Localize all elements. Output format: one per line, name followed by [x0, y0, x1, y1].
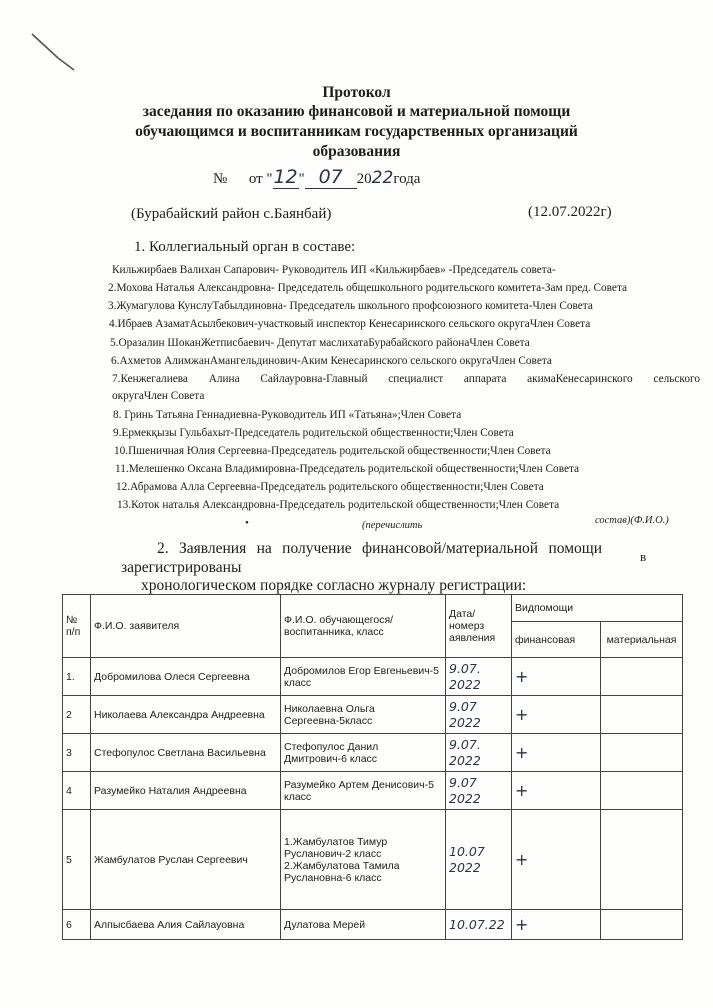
row-number: 4: [63, 772, 91, 810]
row-material-mark: [601, 658, 683, 696]
protocol-date-line: [213, 166, 420, 189]
row-applicant: Николаева Александра Андреевна: [91, 696, 281, 734]
row-applicant: Разумейко Наталия Андреевна: [91, 772, 281, 810]
council-member: 11.Мелешенко Оксана Владимировна-Председатель родительской общественности;Член Совета: [115, 463, 580, 475]
section2-word: 2.: [157, 540, 169, 557]
row-student: Разумейко Артем Денисович-5 класс: [281, 772, 446, 810]
date-suffix: года: [393, 171, 421, 187]
row-date-handwritten: 9.07. 2022: [446, 658, 512, 696]
section2-word: помощи: [548, 540, 602, 557]
row-material-mark: [601, 910, 683, 940]
row-financial-mark: +: [512, 772, 601, 810]
table-row: [63, 810, 683, 910]
protocol-subtitle-line2: обучающимся и воспитанникам государственных организаций: [135, 123, 578, 140]
meeting-date: (12.07.2022г): [528, 204, 612, 220]
list-instruction-right: состав)(Ф.И.О.): [595, 515, 669, 526]
council-member-continuation: округаЧлен Совета: [112, 390, 205, 402]
header-number: № п/п: [63, 595, 91, 658]
header-student: Ф.И.О. обучающегося/воспитанника, класс: [281, 595, 446, 658]
row-applicant: Алпысбаева Алия Сайлауовна: [91, 910, 281, 940]
table-header-row: [63, 595, 683, 622]
row-date-handwritten: 9.07. 2022: [446, 734, 512, 772]
row-student: 1.Жамбулатов Тимур Русланович-2 класс 2.Жамбулатова Тамила Руслановна-6 класс: [281, 810, 446, 910]
protocol-title: Протокол: [322, 84, 391, 101]
date-prefix: от ": [248, 171, 273, 187]
date-month-handwritten: 07: [305, 166, 357, 189]
table-row: [63, 658, 683, 696]
row-number: 5: [63, 810, 91, 910]
section2-word: получение: [282, 540, 352, 557]
section2-tail: в: [640, 549, 647, 564]
row-date-handwritten: 10.07.22: [446, 910, 512, 940]
section2-line3: хронологическом порядке согласно журналу регистрации:: [141, 577, 527, 594]
table-row: [63, 910, 683, 940]
row-applicant: Стефопулос Светлана Васильевна: [91, 734, 281, 772]
list-instruction-left: (перечислить: [362, 520, 423, 531]
row-financial-mark: +: [512, 658, 601, 696]
section2-line2: зарегистрированы: [121, 559, 242, 576]
date-year-printed: 20: [356, 171, 372, 187]
council-member: 13.Коток наталья Александровна-Председатель родительской общественности;Член Совета: [117, 499, 560, 511]
council-member: 4.Ибраев АзаматАсылбекович-участковый инспектор Кенесаринского сельского округаЧлен Совета: [109, 318, 591, 330]
council-member: 10.Пшеничная Юлия Сергеевна-Председатель родительской общественности;Член Совета: [114, 445, 551, 457]
council-member: 8. Гринь Татьяна Геннадиевна-Руководитель ИП «Татьяна»;Член Совета: [113, 409, 462, 421]
section2-word: финансовой/материальной: [362, 540, 539, 557]
section2-word: Заявления: [179, 540, 247, 557]
row-material-mark: [601, 810, 683, 910]
section1-heading: 1. Коллегиальный орган в составе:: [134, 239, 356, 255]
council-member: 7.Кенжегалиева Алина Сайлауровна-Главный специалист аппарата акимаКенесаринского сельского: [112, 373, 700, 385]
date-day-handwritten: 12: [273, 166, 298, 188]
header-material: материальная: [601, 622, 683, 658]
section2-heading: [157, 540, 602, 558]
row-student: Стефопулос Данил Дмитрович-6 класс: [281, 734, 446, 772]
table-row: [63, 696, 683, 734]
row-applicant: Добромилова Олеся Сергеевна: [91, 658, 281, 696]
row-student: Дулатова Мерей: [281, 910, 446, 940]
applications-table: [62, 594, 683, 940]
header-applicant: Ф.И.О. заявителя: [91, 595, 281, 658]
protocol-subtitle-line3: образования: [312, 143, 401, 160]
table-row: [63, 734, 683, 772]
row-material-mark: [601, 696, 683, 734]
council-member: 3.Жумагулова КунслуТабылдиновна- Председатель школьного профсоюзного комитета-Член Совета: [108, 300, 593, 312]
section2-word: на: [256, 540, 272, 557]
row-financial-mark: +: [512, 696, 601, 734]
protocol-subtitle-line1: заседания по оказанию финансовой и материальной помощи: [142, 103, 571, 120]
meeting-place: (Бурабайский район с.Баянбай): [131, 206, 332, 222]
council-member: 6.Ахметов АлимжанАмангельдинович-Аким Кенесаринского сельского округаЧлен Совета: [111, 355, 552, 367]
row-applicant: Жамбулатов Руслан Сергеевич: [91, 810, 281, 910]
dot-mark: •: [245, 517, 249, 529]
table-row: [63, 772, 683, 810]
council-member: 2.Мохова Наталья Александровна- Председатель общешкольного родительского комитета-Зам пред. Совета: [108, 282, 628, 294]
date-year-handwritten: 22: [371, 168, 394, 188]
council-member: 9.Ермекқызы Гульбахыт-Председатель родительской общественности;Член Совета: [113, 427, 514, 439]
row-number: 1.: [63, 658, 91, 696]
header-aid-type: Видпомощи: [512, 595, 683, 622]
row-financial-mark: +: [512, 734, 601, 772]
row-number: 6: [63, 910, 91, 940]
date-quote: ": [298, 171, 305, 187]
header-date: Дата/номерз аявления: [446, 595, 512, 658]
row-material-mark: [601, 772, 683, 810]
row-financial-mark: +: [512, 910, 601, 940]
row-date-handwritten: 9.07 2022: [446, 696, 512, 734]
pen-stroke-mark: [28, 30, 88, 90]
row-material-mark: [601, 734, 683, 772]
row-student: Николаевна Ольга Сергеевна-5класс: [281, 696, 446, 734]
row-number: 2: [63, 696, 91, 734]
council-member: 5.Оразалин ШоканЖетписбаевич- Депутат маслихатаБурабайского районаЧлен Совета: [110, 337, 530, 349]
row-student: Добромилов Егор Евгеньевич-5 класс: [281, 658, 446, 696]
council-member: Кильжирбаев Валихан Сапарович- Руководитель ИП «Кильжирбаев» -Председатель совета-: [112, 264, 556, 276]
row-date-handwritten: 9.07 2022: [446, 772, 512, 810]
council-member: 12.Абрамова Алла Сергеевна-Председатель родительского общественности;Член Совета: [116, 481, 544, 493]
header-financial: финансовая: [512, 622, 601, 658]
row-financial-mark: +: [512, 810, 601, 910]
number-sign: №: [213, 171, 228, 187]
row-date-handwritten: 10.07 2022: [446, 810, 512, 910]
row-number: 3: [63, 734, 91, 772]
